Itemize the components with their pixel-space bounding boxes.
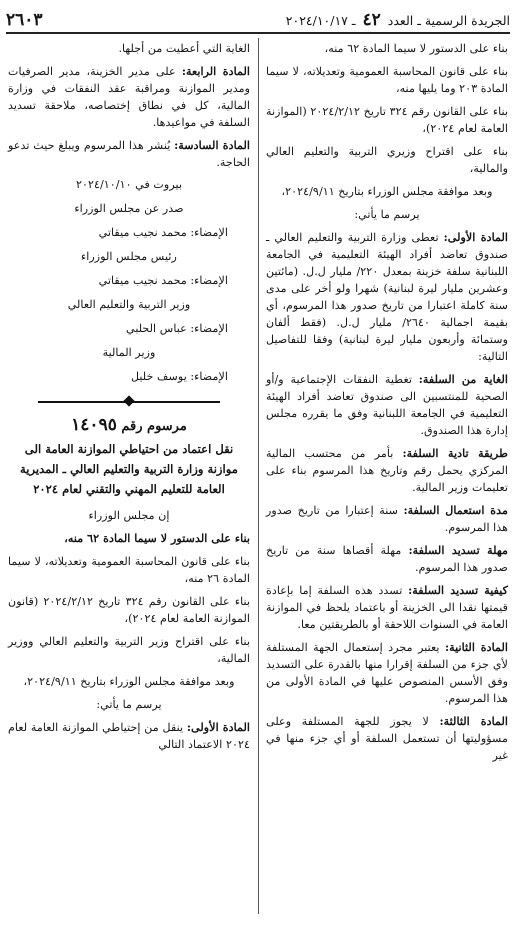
page-header — [6, 6, 510, 34]
article-3-label: المادة الثالثة: — [439, 714, 508, 728]
decree-preamble-proposal: بناء على اقتراح وزير التربية والتعليم العالي ووزير المالية، — [8, 635, 250, 665]
advance-repayment-method-text: تسدد هذه السلفة إما بإعادة قيمتها نقدا الى الخزينة أو باعتماد يلحظ في الموازنة العامة في السنوات اللاحقة أو بالطريقتين معا. — [266, 584, 508, 631]
advance-usage-period — [266, 502, 508, 536]
article-6 — [8, 137, 250, 171]
article-3-text: لا يجوز للجهة المستلفة وعلى مسؤوليتها أن تستعمل السلفة أو أي جزء منها في غير — [266, 715, 508, 762]
signature-pm-2: الإمضاء: محمد نجيب ميقاتي — [98, 274, 228, 287]
decree-formula-2: يرسم ما يأتي: — [96, 698, 162, 711]
gazette-masthead — [286, 10, 510, 30]
article-1-text: تعطى وزارة التربية والتعليم العالي ـ صندوق تعاضد أفراد الهيئة التعليمية في الجامعة اللبنانية سلفة خزينة بمعدل ٢٢٠/ مليار ل.ل. (مائتين وعشرين مليار ليرة لبنانية) شهرا ولو أخر على مدى سنة كاملة اعتبارا من تاريخ صدور هذا المرسوم، أي بقيمة اجمالية ٢٦٤٠/ مليار ل.ل. (فقط ألفان وستمائة وأربعون مليار ليرة لبنانية) وفقا للتفاصيل التالية: — [266, 231, 508, 363]
issue-date: ـ ٢٠٢٤/١٠/١٧ — [285, 13, 356, 28]
advance-repayment-deadline-label: مهلة تسديد السلفة: — [408, 543, 508, 557]
education-minister-title: وزير التربية والتعليم العالي — [67, 298, 191, 311]
signature-finance-minister: الإمضاء: يوسف خليل — [130, 370, 228, 383]
preamble-proposal: بناء على اقتراح وزيري التربية والتعليم العالي والمالية، — [266, 145, 508, 175]
advance-purpose — [266, 371, 508, 439]
signature-education-minister: الإمضاء: عباس الحلبي — [126, 322, 228, 335]
decree-preamble-accounting-law: بناء على قانون المحاسبة العمومية وتعديلاته، لا سيما المادة ٢٦ منه، — [8, 555, 250, 585]
article-2-label: المادة الثانية: — [445, 640, 508, 654]
finance-minister-title: وزير المالية — [102, 346, 156, 359]
place-date: بيروت في ٢٠٢٤/١٠/١٠ — [75, 178, 182, 191]
advance-usage-period-label: مدة استعمال السلفة: — [403, 503, 509, 517]
decree-subject: نقل اعتماد من احتياطي الموازنة العامة الى موازنة وزارة التربية والتعليم العالي ـ المديرية العامة للتعليم المهني والتقني لعام ٢٠٢٤ — [20, 442, 238, 496]
preamble-approval: وبعد موافقة مجلس الوزراء بتاريخ ٢٠٢٤/٩/١١، — [281, 185, 493, 198]
decree-article-1 — [8, 719, 250, 753]
decree-formula: يرسم ما يأتي: — [354, 208, 420, 221]
advance-payment-method-text: بأمر من محتسب المالية المركزي يحمل رقم وتاريخ هذا المرسوم بناء على تعليمات وزير المالية. — [266, 447, 508, 494]
issue-number: ٤٢ — [362, 10, 381, 30]
preamble-constitution: بناء على الدستور لا سيما المادة ٦٢ منه، — [324, 42, 508, 55]
advance-repayment-method — [266, 582, 508, 633]
article-2-text: يعتبر مجرد إستعمال الجهة المستلفة لأي جزء من السلفة إقرارا منها بالقدرة على التسديد وفق الأسس المنصوص عليها في المادة الأولى من هذا المرسوم. — [266, 641, 508, 705]
signature-pm-1: الإمضاء: محمد نجيب ميقاتي — [98, 226, 228, 239]
right-column — [266, 40, 508, 770]
decree-label: مرسوم رقم — [121, 419, 187, 434]
gazette-title: الجريدة الرسمية ـ العدد — [387, 13, 510, 28]
advance-usage-period-text: سنة إعتبارا من تاريخ صدور هذا المرسوم. — [266, 504, 508, 534]
advance-payment-method-label: طريقة تادية السلفة: — [402, 446, 508, 460]
pm-title: رئيس مجلس الوزراء — [81, 250, 177, 263]
divider-diamond — [123, 395, 134, 406]
council-intro: إن مجلس الوزراء — [88, 509, 170, 522]
article-4-label: المادة الرابعة: — [181, 64, 250, 78]
column-divider — [258, 38, 259, 914]
article-1 — [266, 229, 508, 365]
article-6-text: يُنشر هذا المرسوم ويبلغ حيث تدعو الحاجة. — [8, 139, 250, 169]
article-1-label: المادة الأولى: — [443, 230, 509, 244]
decree-heading — [8, 415, 250, 435]
preamble-budget-law: بناء على القانون رقم ٣٢٤ تاريخ ٢٠٢٤/٢/١٢ (الموازنة العامة لعام ٢٠٢٤)، — [266, 105, 508, 135]
article-3 — [266, 713, 508, 764]
advance-repayment-method-label: كيفية تسديد السلفة: — [408, 583, 509, 597]
decree-number: ١٤٠٩٥ — [71, 415, 117, 435]
advance-repayment-deadline-text: مهلة أقصاها سنة من تاريخ صدور هذا المرسوم. — [266, 544, 508, 574]
decree-preamble-budget-law: بناء على القانون رقم ٣٢٤ تاريخ ٢٠٢٤/٢/١٢ (قانون الموازنة العامة لعام ٢٠٢٤)، — [8, 595, 250, 625]
decree-preamble-constitution: بناء على الدستور لا سيما المادة ٦٢ منه، — [64, 531, 250, 545]
page-number: ٢٦٠٣ — [6, 10, 43, 30]
decree-article-1-label: المادة الأولى: — [186, 720, 251, 734]
advance-repayment-deadline — [266, 542, 508, 576]
advance-payment-method — [266, 445, 508, 496]
article-4 — [8, 63, 250, 131]
advance-purpose-label: الغاية من السلفة: — [418, 372, 508, 386]
decree-preamble-approval: وبعد موافقة مجلس الوزراء بتاريخ ٢٠٢٤/٩/١١، — [23, 675, 235, 688]
section-divider — [8, 395, 250, 409]
advance-purpose-text: تغطية النفقات الإجتماعية و/أو الصحية للمنتسبين الى صندوق تعاضد أفراد الهيئة التعليمية في الجامعة اللبنانية وفق ما يقرره مجلس إدارة هذا الصندوق. — [266, 373, 508, 437]
preamble-accounting-law: بناء على قانون المحاسبة العمومية وتعديلاته، لا سيما المادة ٢٠٣ وما يليها منه، — [266, 65, 508, 95]
issued-by: صدر عن مجلس الوزراء — [74, 202, 184, 215]
left-column — [8, 40, 250, 759]
decree-article-1-text: ينقل من إحتياطي الموازنة العامة لعام ٢٠٢٤ الاعتماد التالي — [8, 721, 250, 751]
article-6-label: المادة السادسة: — [174, 138, 250, 152]
article-2 — [266, 639, 508, 707]
article-3-continuation: الغاية التي أعطيت من أجلها. — [118, 42, 250, 55]
article-4-text: على مدير الخزينة، مدير الصرفيات ومدير الموازنة ومراقبة عقد النفقات في وزارة المالية، كل في نطاق إختصاصه، ملاحقة تسديد السلفة في مواعيدها. — [8, 65, 250, 129]
